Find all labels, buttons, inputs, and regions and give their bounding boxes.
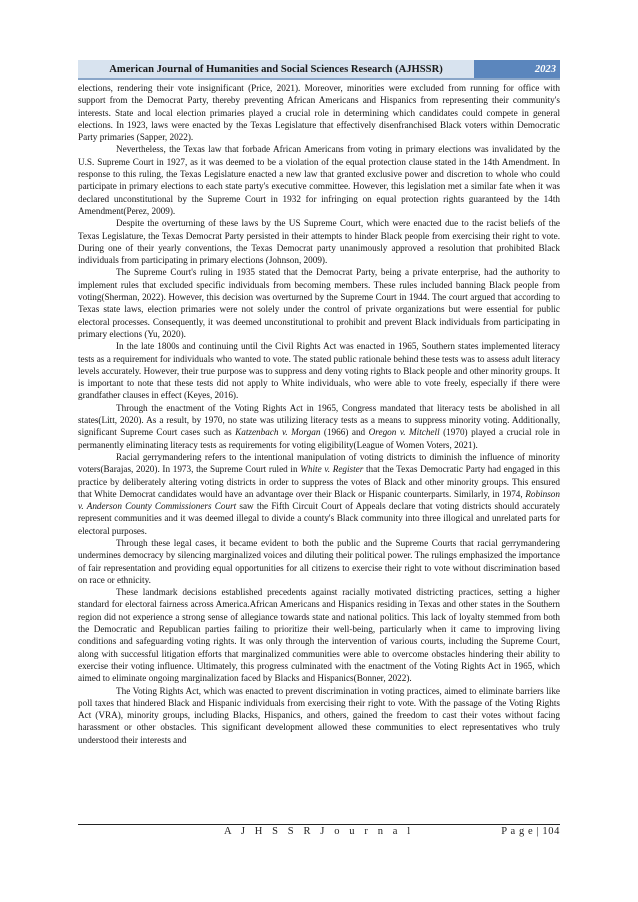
case-citation: Katzenbach v. Morgan: [235, 427, 321, 438]
page-footer: [78, 826, 560, 840]
paragraph-text: Through the enactment of the Voting Rights Act in 1965, Congress mandated that literacy tests be abolished in all states(Litt, 2020). As a result, by 1970, no state was utilizing literacy tests as a means to suppress minority voting. Additionally, significant Supreme Court cases such as: [78, 402, 560, 438]
case-citation: Oregon v. Mitchell: [368, 427, 440, 438]
journal-year: 2023: [474, 60, 560, 78]
body-paragraph: [78, 685, 560, 746]
paragraph-text: These landmark decisions established precedents against racially motivated districting practices, setting a higher standard for electoral fairness across America.African Americans and Hispanics residing in Texas and other states in the Southern region did not experience a strong sense of allegiance towards state and national politics. This lack of loyalty stemmed from both the Democratic and Republican parties failing to prioritize their well-being, particularly when it came to improving living conditions and safeguarding voting rights. It was only through the intervention of various courts, including the Supreme Court, along with successful litigation efforts that marginalized communities were able to overcome obstacles hindering their ability to exercise their voting influence. Ultimately, this progress culminated with the enactment of the Voting Rights Act in 1965, which aimed to eliminate ongoing marginalization faced by Blacks and Hispanics(Bonner, 2022).: [78, 587, 560, 684]
body-paragraph: [78, 537, 560, 586]
journal-title: American Journal of Humanities and Social Sciences Research (AJHSSR): [78, 60, 474, 78]
body-paragraph: [78, 451, 560, 537]
case-citation: White v. Register: [300, 464, 364, 475]
paragraph-text: that the Texas Democratic Party had engaged in this practice by deliberately altering voting districts in order to suppress the votes of Black and other minority groups. This ensured that White Democrat candidates would have an advantage over their Black or Hispanic counterparts. Similarly, in 1974,: [78, 464, 560, 499]
paragraph-text: Racial gerrymandering refers to the intentional manipulation of voting districts to diminish the influence of minority voters(Barajas, 2020). In 1973, the Supreme Court ruled in: [78, 451, 560, 475]
paragraph-text: Nevertheless, the Texas law that forbade African Americans from voting in primary elections was invalidated by the U.S. Supreme Court in 1927, as it was deemed to be a violation of the equal protection clause stated in the 14th Amendment. In response to this ruling, the Texas Legislature enacted a new law that granted exclusive power and discretion to whole who could participate in primary elections to each state party's executive committee. However, this legislation met a similar fate when it was declared unconstitutional by the Supreme Court in 1932 for infringing on equal protection rights guaranteed by the 14th Amendment(Perez, 2009).: [78, 144, 560, 216]
paragraph-text: The Voting Rights Act, which was enacted to prevent discrimination in voting practices, aimed to eliminate barriers like poll taxes that hindered Black and Hispanic individuals from exercising their right to vote. With the passage of the Voting Rights Act (VRA), minority groups, including Blacks, Hispanics, and others, gained the freedom to cast their votes without facing harassment or other obstacles. This significant development allowed these communities to elect representatives who truly understood their interests and: [78, 685, 560, 745]
journal-header: [78, 60, 560, 78]
body-paragraph: [78, 143, 560, 217]
body-paragraph: [78, 586, 560, 684]
body-paragraph: [78, 217, 560, 266]
header-divider: [78, 78, 560, 80]
page-number: P a g e | 104: [501, 826, 560, 837]
body-paragraph: [78, 266, 560, 340]
paragraph-text: (1970) played a crucial role in permanently eliminating literacy tests as requirements for voting eligibility(League of Women Voters, 2021).: [78, 427, 560, 450]
paragraph-text: (1966) and: [320, 427, 369, 438]
body-paragraph: [78, 82, 560, 143]
article-body: [78, 82, 560, 822]
paragraph-text: Despite the overturning of these laws by the US Supreme Court, which were enacted due to the racist beliefs of the Texas Legislature, the Texas Democrat Party persisted in their attempts to hinder Black people from exercising their right to vote. During one of their yearly conventions, the Texas Democrat party unanimously approved a resolution that prohibited Black individuals from participating in primary elections (Johnson, 2009).: [78, 218, 560, 266]
body-paragraph: [78, 402, 560, 451]
paragraph-text: The Supreme Court's ruling in 1935 stated that the Democrat Party, being a private enterprise, had the authority to implement rules that excluded specific individuals from becoming members. These rules included banning Black people from voting(Sherman, 2022). However, this decision was overturned by the Supreme Court in 1944. The court argued that according to Texas state laws, election primaries were not solely under the control of private organizations but were essential for public electoral processes. Consequently, it was deemed unconstitutional to prohibit and prevent Black individuals from participating in primary elections (Yu, 2020).: [78, 267, 560, 339]
footer-divider: [78, 824, 560, 825]
paragraph-text: saw the Fifth Circuit Court of Appeals declare that voting districts should accurately represent communities and it was deemed illegal to divide a county's Black community into three illogical and unrelated parts for electoral purposes.: [78, 501, 560, 536]
paragraph-text: In the late 1800s and continuing until the Civil Rights Act was enacted in 1965, Southern states implemented literacy tests as a requirement for individuals who wanted to vote. The stated public rationale behind these tests was to assess adult literacy levels accurately. However, their true purpose was to suppress and deny voting rights to Black people and other minority groups. It is important to note that these tests did not apply to White individuals, who were able to vote freely, especially if there were grandfather clauses in effect (Keyes, 2016).: [78, 341, 560, 401]
body-paragraph: [78, 340, 560, 401]
footer-journal-name: A J H S S R J o u r n a l: [224, 826, 414, 837]
paragraph-text: elections, rendering their vote insignificant (Price, 2021). Moreover, minorities were excluded from running for office with support from the Democrat Party, thereby preventing African Americans and Hispanics from representing their community's interests. State and local election primaries played a crucial role in determining which candidates could compete in general elections. In 1923, laws were enacted by the Texas Legislature that effectively disenfranchised Black voters within Democratic Party primaries (Sapper, 2022).: [78, 83, 560, 143]
case-citation: Robinson v. Anderson County Commissioners Court: [78, 488, 560, 512]
paragraph-text: Through these legal cases, it became evident to both the public and the Supreme Courts that racial gerrymandering undermines democracy by silencing marginalized voices and diluting their political power. The rulings emphasized the importance of fair representation and providing equal opportunities for all citizens to exercise their right to vote without discrimination based on race or ethnicity.: [78, 537, 560, 585]
